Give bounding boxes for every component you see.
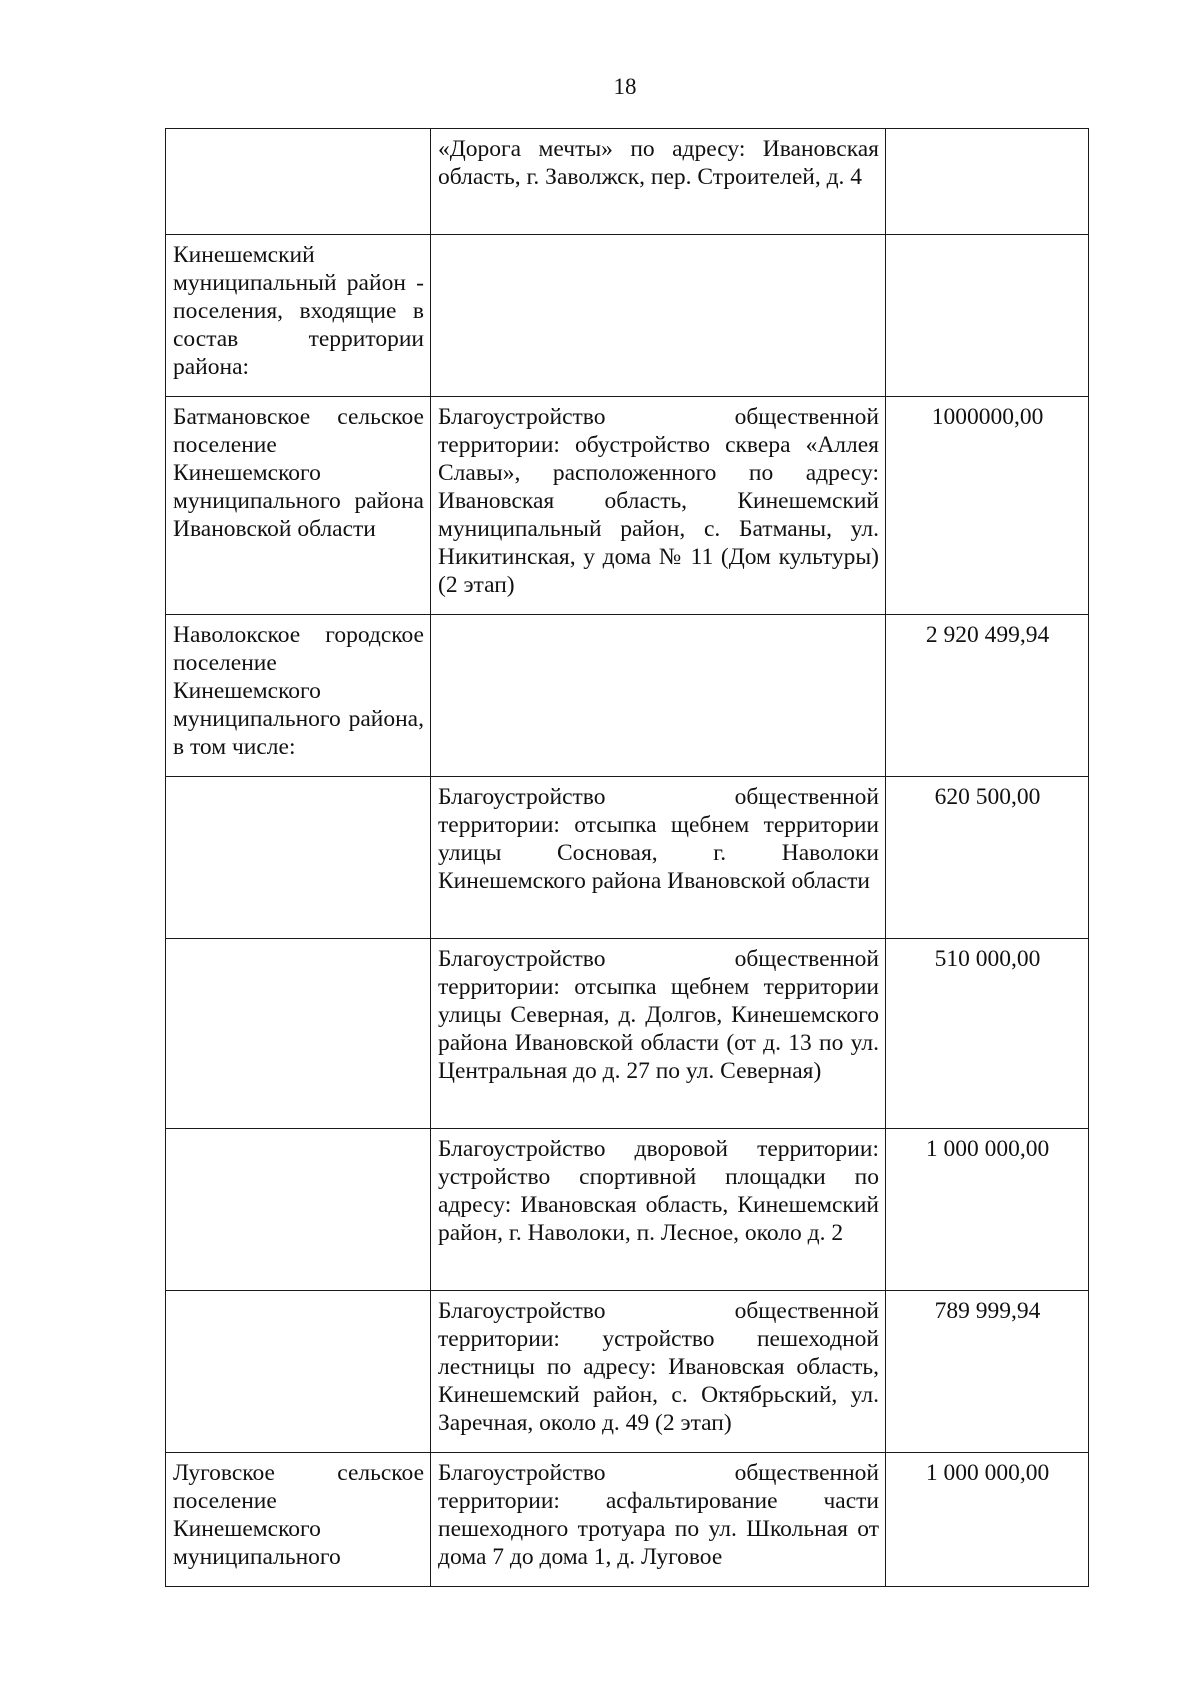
municipality-cell <box>166 1129 431 1291</box>
amount-cell: 510 000,00 <box>886 939 1089 1129</box>
description-cell: Благоустройство общественной территории: асфальтирование части пешеходного тротуара по ул. Школьная от дома 7 до дома 1, д. Луговое <box>431 1453 886 1587</box>
municipality-cell <box>166 939 431 1129</box>
page-number: 18 <box>613 74 637 99</box>
amount-cell: 620 500,00 <box>886 777 1089 939</box>
description-cell: Благоустройство общественной территории: обустройство сквера «Аллея Славы», расположенного по адресу: Ивановская область, Кинешемский муниципальный район, с. Батманы, ул. Никитинская, у дома № 11 (Дом культуры) (2 этап) <box>431 397 886 615</box>
table-row <box>166 615 1089 777</box>
description-cell <box>431 615 886 777</box>
amount-cell <box>886 235 1089 397</box>
description-cell: Благоустройство общественной территории: устройство пешеходной лестницы по адресу: Ивановская область, Кинешемский район, с. Октябрьский, ул. Заречная, около д. 49 (2 этап) <box>431 1291 886 1453</box>
amount-cell: 789 999,94 <box>886 1291 1089 1453</box>
municipality-cell: Луговское сельское поселение Кинешемского муниципального <box>166 1453 431 1587</box>
municipality-cell <box>166 777 431 939</box>
table-row <box>166 235 1089 397</box>
municipality-cell: Батмановское сельское поселение Кинешемского муниципального района Ивановской области <box>166 397 431 615</box>
table-row <box>166 1453 1089 1587</box>
table-row <box>166 129 1089 235</box>
description-cell: Благоустройство общественной территории: отсыпка щебнем территории улицы Сосновая, г. Наволоки Кинешемского района Ивановской области <box>431 777 886 939</box>
description-cell: Благоустройство общественной территории: отсыпка щебнем территории улицы Северная, д. Долгов, Кинешемского района Ивановской области (от д. 13 по ул. Центральная до д. 27 по ул. Северная) <box>431 939 886 1129</box>
table-row <box>166 1291 1089 1453</box>
description-cell: Благоустройство дворовой территории: устройство спортивной площадки по адресу: Ивановская область, Кинешемский район, г. Наволоки, п. Лесное, около д. 2 <box>431 1129 886 1291</box>
amount-cell: 2 920 499,94 <box>886 615 1089 777</box>
description-cell <box>431 235 886 397</box>
table-row <box>166 397 1089 615</box>
table-row <box>166 939 1089 1129</box>
municipality-cell <box>166 1291 431 1453</box>
amount-cell: 1 000 000,00 <box>886 1129 1089 1291</box>
funding-table <box>165 128 1089 1587</box>
amount-cell: 1 000 000,00 <box>886 1453 1089 1587</box>
description-cell: «Дорога мечты» по адресу: Ивановская область, г. Заволжск, пер. Строителей, д. 4 <box>431 129 886 235</box>
amount-cell <box>886 129 1089 235</box>
table-row <box>166 777 1089 939</box>
table-row <box>166 1129 1089 1291</box>
amount-cell: 1000000,00 <box>886 397 1089 615</box>
municipality-cell: Наволокское городское поселение Кинешемского муниципального района, в том числе: <box>166 615 431 777</box>
municipality-cell: Кинешемский муниципальный район - поселения, входящие в состав территории района: <box>166 235 431 397</box>
municipality-cell <box>166 129 431 235</box>
